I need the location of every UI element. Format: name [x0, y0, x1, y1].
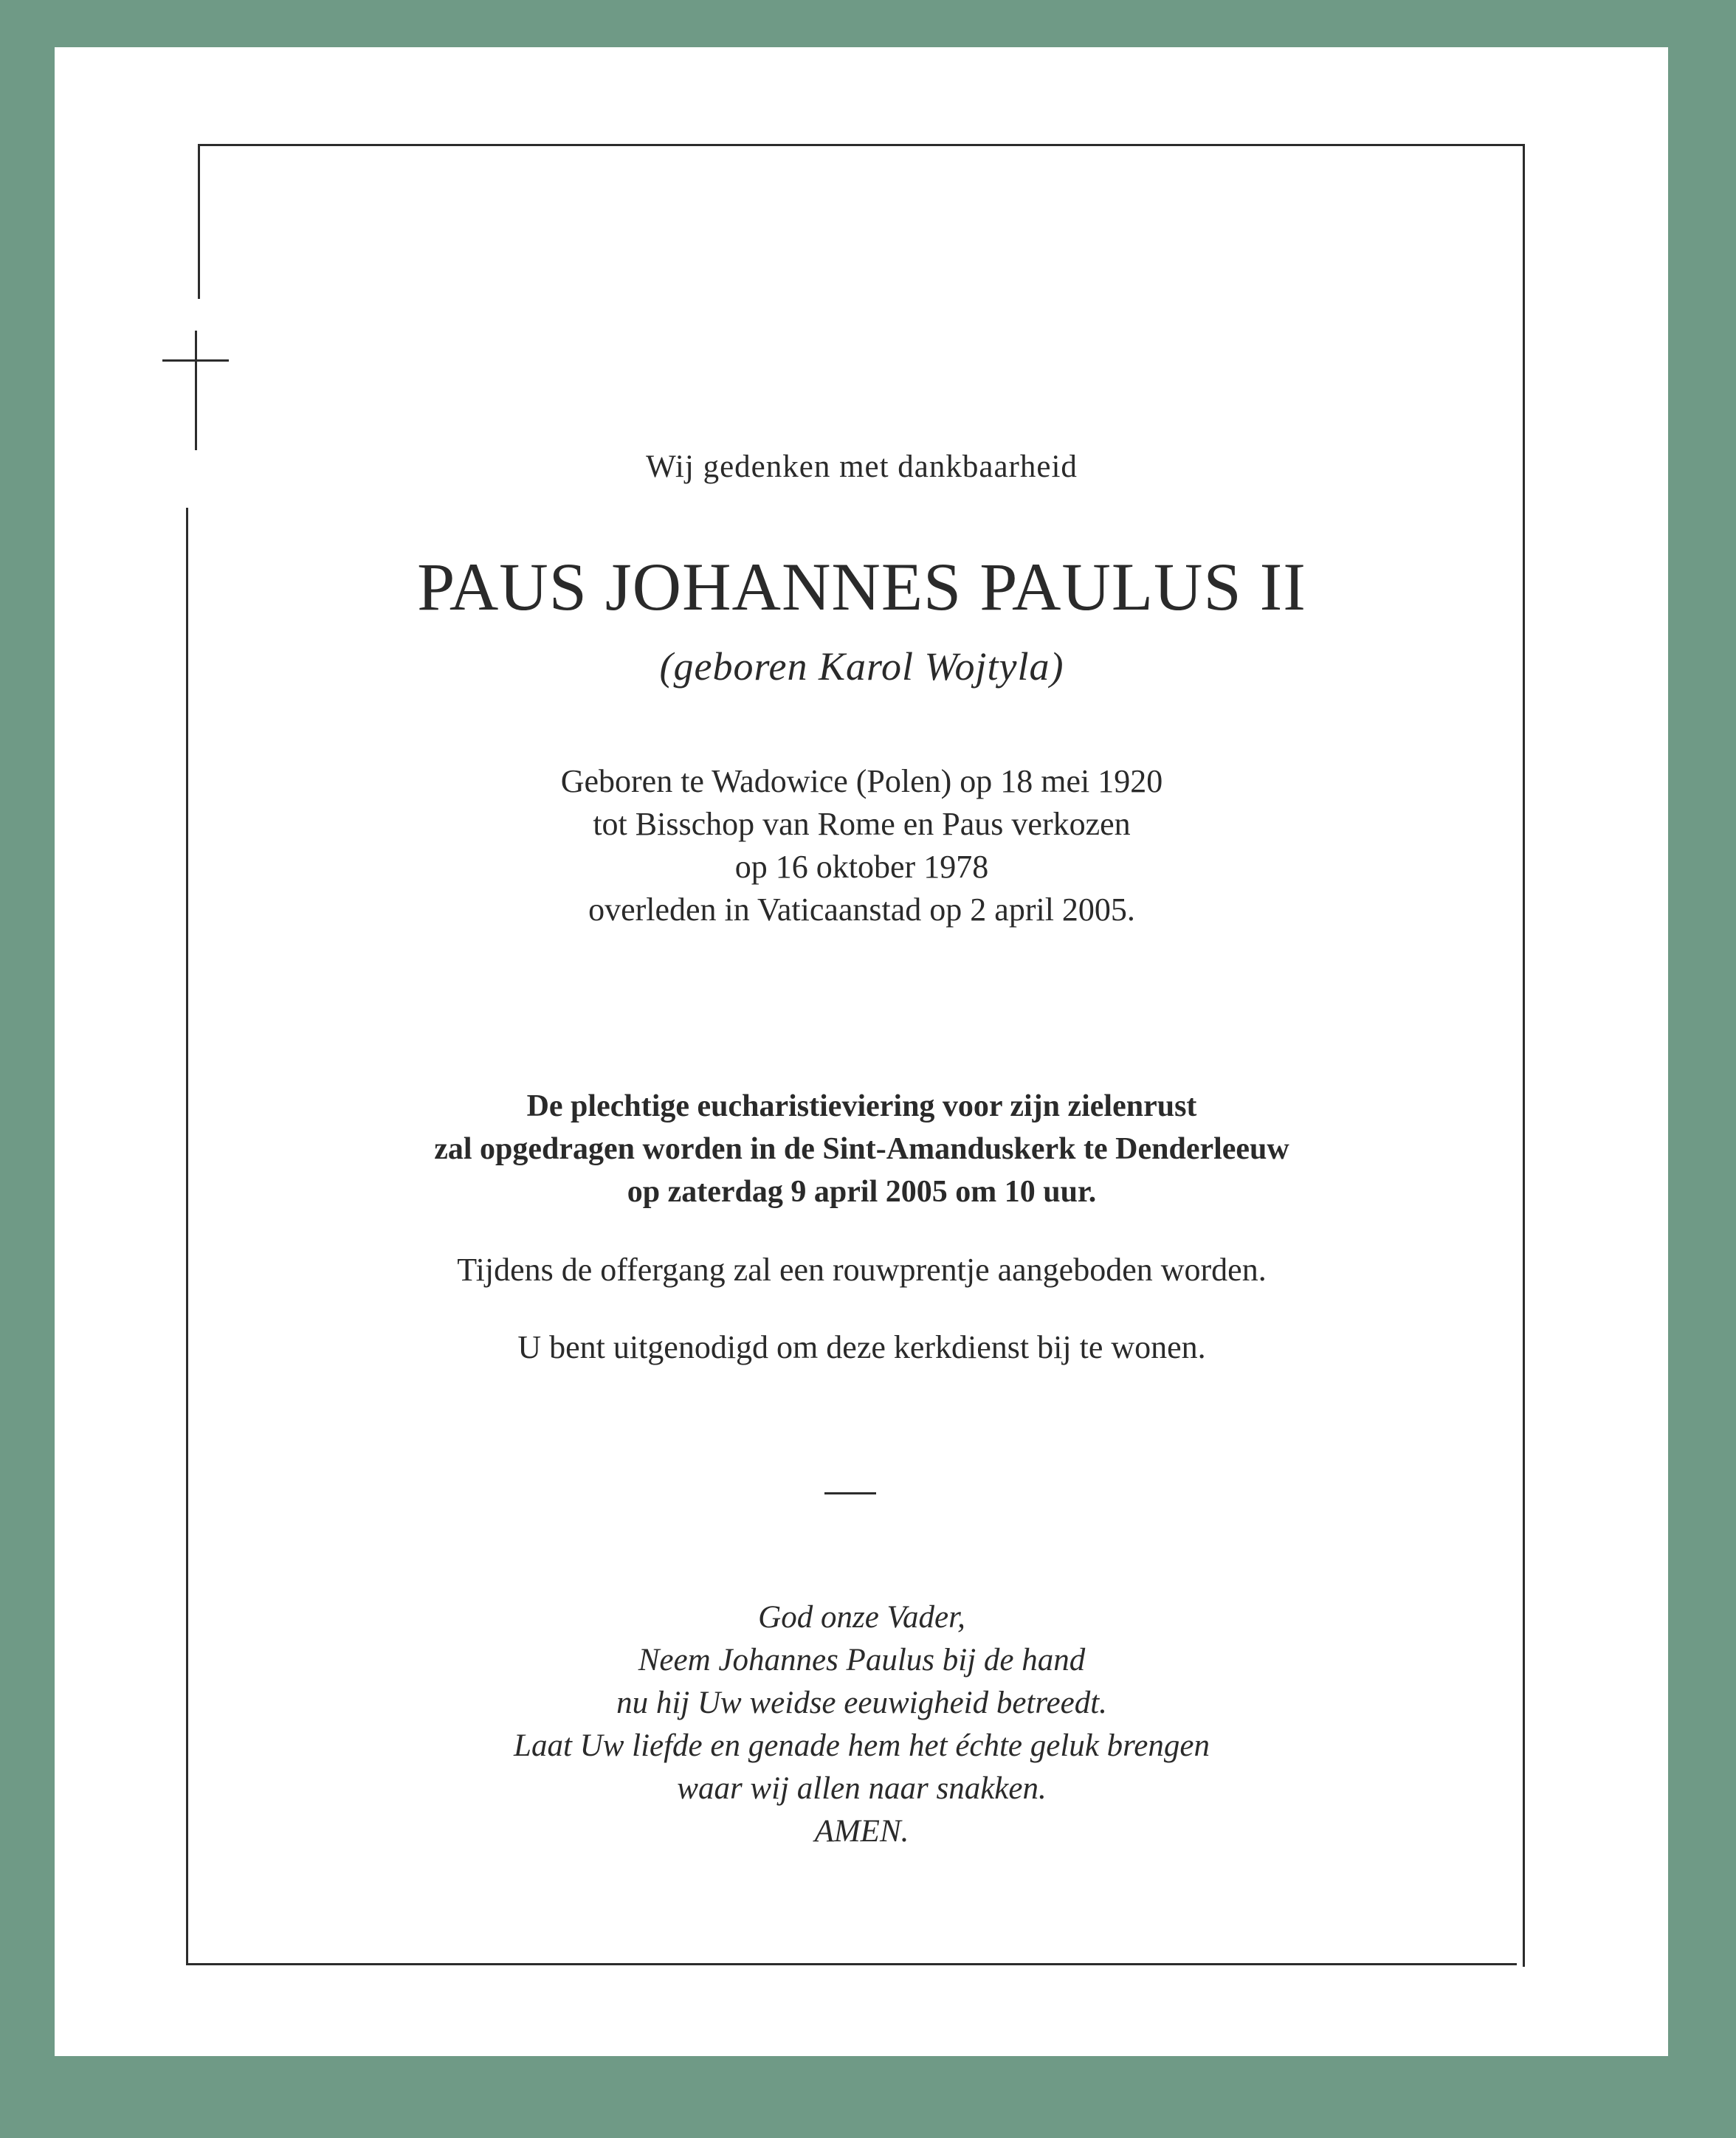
bio-line: overleden in Vaticaanstad op 2 april 2005.: [588, 892, 1135, 928]
birth-name: (geboren Karol Wojtyla): [659, 644, 1064, 689]
prayer: [199, 1596, 1524, 1853]
cross-icon-horizontal: [162, 359, 229, 362]
deceased-name: PAUS JOHANNES PAULUS II: [417, 549, 1306, 624]
prayer-line: God onze Vader,: [758, 1600, 965, 1635]
service-line: op zaterdag 9 april 2005 om 10 uur.: [627, 1175, 1097, 1209]
offertory-note: Tijdens de offergang zal een rouwprentje aangeboden worden.: [457, 1252, 1267, 1288]
invitation-note: U bent uitgenodigd om deze kerkdienst bij te wonen.: [517, 1329, 1206, 1365]
prayer-line: Neem Johannes Paulus bij de hand: [638, 1643, 1086, 1677]
intro-text: Wij gedenken met dankbaarheid: [646, 449, 1078, 484]
biography: [199, 760, 1524, 931]
prayer-line: waar wij allen naar snakken.: [677, 1771, 1047, 1806]
frame-top-border: [198, 144, 1525, 146]
bio-line: op 16 oktober 1978: [734, 849, 989, 885]
bio-line: tot Bisschop van Rome en Paus verkozen: [593, 806, 1131, 842]
cross-icon-vertical: [195, 331, 197, 450]
service-line: De plechtige eucharistieviering voor zijn zielenrust: [526, 1089, 1197, 1123]
prayer-line: Laat Uw liefde en genade hem het échte geluk brengen: [514, 1728, 1210, 1763]
service-announcement: [199, 1085, 1524, 1213]
frame-bottom-border: [186, 1963, 1517, 1965]
service-line: zal opgedragen worden in de Sint-Amanduskerk te Denderleeuw: [434, 1132, 1289, 1166]
separator-dash: [824, 1492, 876, 1494]
frame-left-border-lower: [186, 508, 188, 1965]
frame-left-border-upper: [198, 144, 200, 299]
prayer-line: AMEN.: [814, 1814, 909, 1849]
bio-line: Geboren te Wadowice (Polen) op 18 mei 1920: [560, 763, 1163, 799]
prayer-line: nu hij Uw weidse eeuwigheid betreedt.: [616, 1686, 1107, 1720]
